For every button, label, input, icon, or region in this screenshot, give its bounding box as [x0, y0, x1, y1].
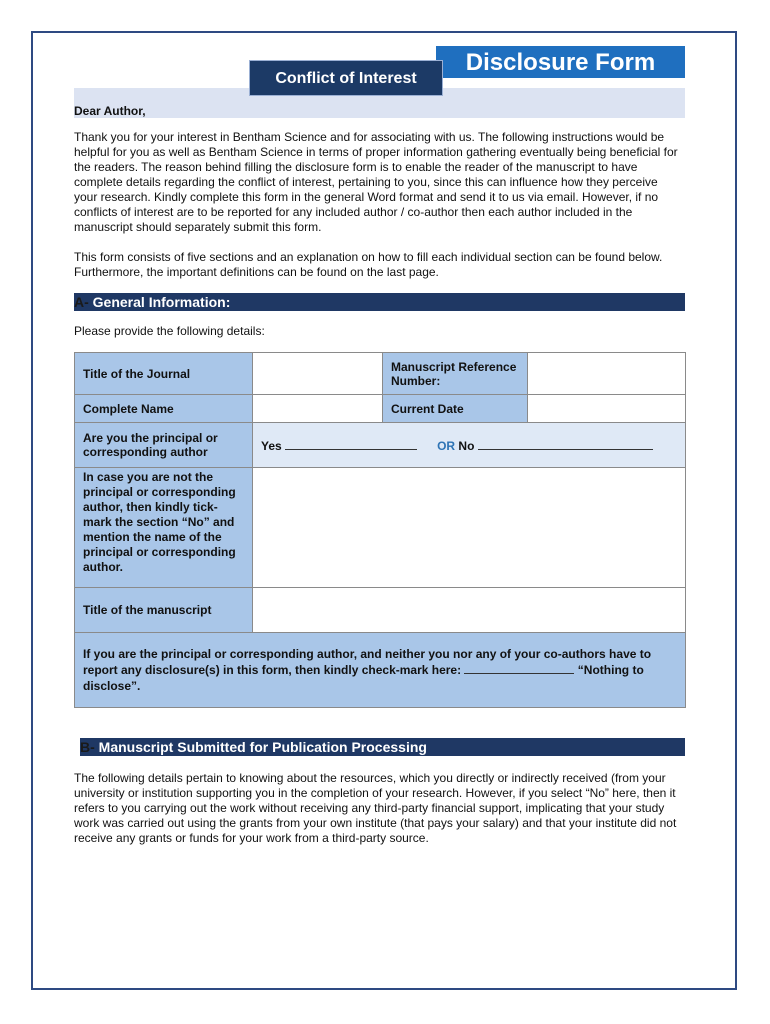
- sections-paragraph: This form consists of five sections and an explanation on how to fill each individual section can be found below. Furthermore, the important definitions can be found on the last page.: [74, 250, 663, 279]
- section-a-header: [74, 293, 685, 311]
- general-info-table: [74, 352, 686, 708]
- table-row: [75, 353, 686, 395]
- journal-title-label: Title of the Journal: [75, 353, 253, 395]
- section-b-header: [80, 738, 685, 756]
- manuscript-title-field[interactable]: [253, 588, 686, 633]
- nothing-note-end: “Nothing to disclose”.: [83, 663, 644, 693]
- table-row: [75, 395, 686, 423]
- form-subtitle: Conflict of Interest: [249, 60, 443, 96]
- nothing-to-disclose-checkmark[interactable]: [464, 662, 574, 674]
- principal-author-label: Are you the principal or corresponding author: [75, 423, 253, 468]
- complete-name-field[interactable]: [253, 395, 383, 423]
- nothing-to-disclose-note: [75, 633, 686, 708]
- current-date-label: Current Date: [383, 395, 528, 423]
- current-date-field[interactable]: [528, 395, 686, 423]
- principal-author-name-field[interactable]: [253, 468, 686, 588]
- complete-name-label: Complete Name: [75, 395, 253, 423]
- form-title: Disclosure Form: [436, 46, 685, 78]
- not-principal-label: In case you are not the principal or corresponding author, then kindly tick- mark the section “No” and mention the name of the principal or corresponding author.: [75, 468, 253, 588]
- manuscript-ref-field[interactable]: [528, 353, 686, 395]
- section-b-paragraph: The following details pertain to knowing about the resources, which you directly or indirectly received (from your university or institution supporting you in the completion of your research. However, if you select “No” here, then it refers to you carrying out the work without receiving any third-party financial support, implicating that your study work was carried out using the grants from your own institute (that pays your salary) and that your institute did not receive any grants or funds for your work from a third-party source.: [74, 771, 677, 845]
- section-a-instruction: Please provide the following details:: [74, 324, 265, 338]
- manuscript-title-label: Title of the manuscript: [75, 588, 253, 633]
- journal-title-field[interactable]: [253, 353, 383, 395]
- manuscript-ref-label: Manuscript Reference Number:: [383, 353, 528, 395]
- nothing-note-text: If you are the principal or corresponding author, and neither you nor any of your co-authors have to report any disclosure(s) in this form, then kindly check-mark here:: [83, 647, 652, 677]
- greeting: Dear Author,: [74, 104, 146, 118]
- yes-blank[interactable]: [285, 438, 417, 450]
- no-option-label: No: [458, 438, 475, 453]
- or-label: OR: [437, 438, 456, 453]
- section-a-title: General Information:: [92, 294, 231, 310]
- intro-paragraph: Thank you for your interest in Bentham Science and for associating with us. The following instructions would be helpful for you as well as Bentham Science in terms of proper information gathering eventually being beneficial for the readers. The reason behind filling the disclosure form is to enable the reader of the manuscript to have complete details regarding the conflict of interest, pertaining to you, since this can influence how they perceive your research. Kindly complete this form in the general Word format and send it to us via email. However, if no conflicts of interest are to be reported for any included author / co-author then each author included in the manuscript should separately submit this form.: [74, 130, 678, 234]
- section-b-letter: B-: [80, 739, 95, 755]
- section-b-title: Manuscript Submitted for Publication Processing: [98, 739, 427, 755]
- section-a-letter: A-: [74, 294, 89, 310]
- table-row: [75, 588, 686, 633]
- table-row: [75, 633, 686, 708]
- table-row: [75, 468, 686, 588]
- principal-author-choice: [253, 423, 686, 468]
- no-blank[interactable]: [478, 438, 653, 450]
- yes-option-label: Yes: [261, 438, 282, 453]
- table-row: [75, 423, 686, 468]
